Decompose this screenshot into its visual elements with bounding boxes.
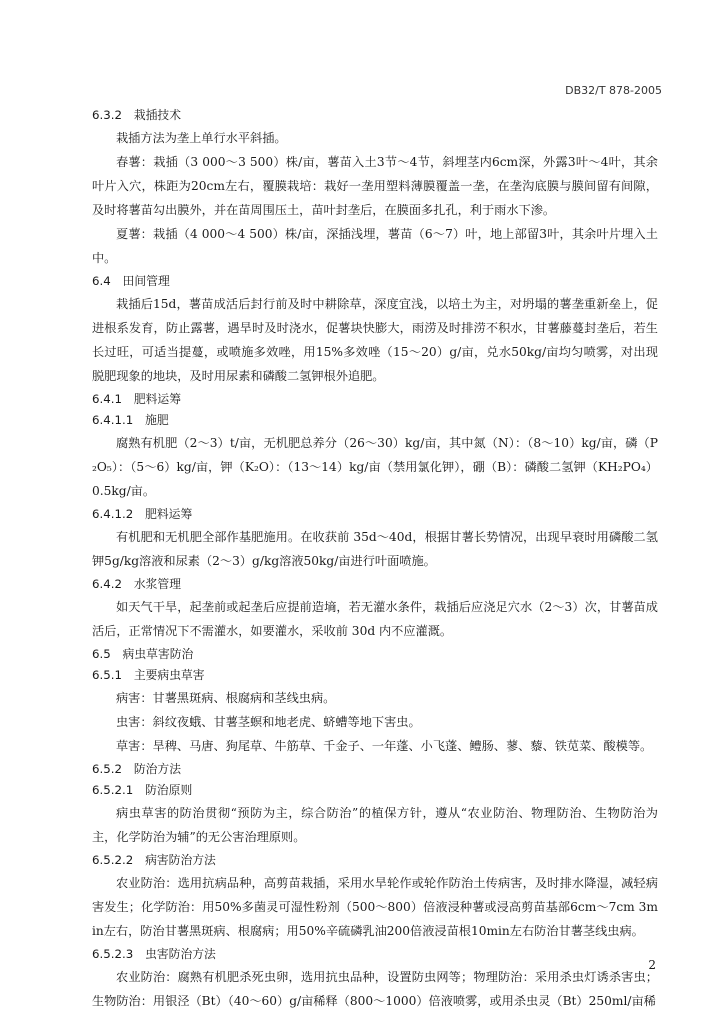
section-heading: 6.5.2 防治方法 [92,762,182,776]
section-heading: 6.3.2 栽插技术 [92,108,182,122]
section-heading: 6.4.1.1 施肥 [92,413,169,427]
section-heading: 6.5.2.3 虫害防治方法 [92,947,216,961]
paragraph: 农业防治：腐熟有机肥杀死虫卵，选用抗虫品种，设置防虫网等；物理防治：采用杀虫灯诱杀害虫；生物防治：用银泾（Bt）（40～60）g/亩稀释（800～1000）倍液喷雾，或用杀虫灵（Bt）250ml/亩稀 [92,970,658,1008]
paragraph: 栽插方法为垄上单行水平斜插。 [116,131,287,145]
section-heading: 6.4.2 水浆管理 [92,577,182,591]
paragraph: 春薯：栽插（3 000～3 500）株/亩，薯苗入土3节～4节，斜埋茎内6cm深，外露3叶～4叶，其余叶片入穴，株距为20cm左右，覆膜栽培：栽好一垄用塑料薄膜覆盖一垄，在垄沟底膜与膜间留有间隙，及时将薯苗勾出膜外，并在苗周围压土，苗叶封垄后，在膜面多扎孔，利于雨水下渗。 [92,155,658,217]
section-heading: 6.4.1.2 肥料运筹 [92,507,193,521]
paragraph: 夏薯：栽插（4 000～4 500）株/亩，深插浅埋，薯苗（6～7）叶，地上部留3叶，其余叶片埋入土中。 [92,227,658,265]
page-number: 2 [648,958,656,972]
paragraph: 虫害：斜纹夜蛾、甘薯茎螟和地老虎、蛴螬等地下害虫。 [116,715,421,729]
paragraph: 病虫草害的防治贯彻“预防为主，综合防治”的植保方针，遵从“农业防治、物理防治、生物防治为主，化学防治为辅”的无公害治理原则。 [92,806,658,844]
section-heading: 6.4.1 肥料运筹 [92,392,182,406]
paragraph: 草害：旱稗、马唐、狗尾草、牛筋草、千金子、一年蓬、小飞蓬、鳢肠、蓼、藜、铁苋菜、酸模等。 [116,739,653,753]
paragraph: 腐熟有机肥（2～3）t/亩，无机肥总养分（26～30）kg/亩，其中氮（N）：（8～10）kg/亩，磷（P₂O₅）：（5～6）kg/亩，钾（K₂O）：（13～14）kg/亩（禁用氯化钾），硼（B）：磷酸二氢钾（KH₂PO₄）0.5kg/亩。 [92,436,658,498]
section-heading: 6.4 田间管理 [92,274,170,288]
section-heading: 6.5 病虫草害防治 [92,647,194,661]
paragraph: 如天气干旱，起垄前或起垄后应提前造墒，若无灌水条件，栽插后应浇足穴水（2～3）次，甘薯苗成活后，正常情况下不需灌水，如要灌水，采收前 30d 内不应灌溉。 [92,600,658,638]
section-heading: 6.5.1 主要病虫草害 [92,668,205,682]
document-body [92,104,658,1013]
paragraph: 病害：甘薯黑斑病、根腐病和茎线虫病。 [116,691,336,705]
paragraph: 栽插后15d，薯苗成活后封行前及时中耕除草，深度宜浅，以培土为主，对坍塌的薯垄重新垒上，促进根系发育，防止露薯，遇旱时及时浇水，促薯块快膨大，雨涝及时排涝不积水，甘薯藤蔓封垄后，若生长过旺，可适当提蔓，或喷施多效唑，用15%多效唑（15～20）g/亩，兑水50kg/亩均匀喷雾，对出现脱肥现象的地块，及时用尿素和磷酸二氢钾根外追肥。 [92,297,658,383]
section-heading: 6.5.2.2 病害防治方法 [92,853,216,867]
paragraph: 有机肥和无机肥全部作基肥施用。在收获前 35d～40d，根据甘薯长势情况，出现早衰时用磷酸二氢钾5g/kg溶液和尿素（2～3）g/kg溶液50kg/亩进行叶面喷施。 [92,530,658,568]
paragraph: 农业防治：选用抗病品种，高剪苗栽插，采用水旱轮作或轮作防治土传病害，及时排水降湿，减轻病害发生；化学防治：用50%多菌灵可湿性粉剂（500～800）倍液浸种薯或浸高剪苗基部6cm～7cm 3min左右，防治甘薯黑斑病、根腐病；用50%辛硫磷乳油200倍液浸苗根10min左右防治甘薯茎线虫病。 [92,876,658,938]
standard-code: DB32/T 878-2005 [565,84,662,97]
section-heading: 6.5.2.1 防治原则 [92,783,193,797]
